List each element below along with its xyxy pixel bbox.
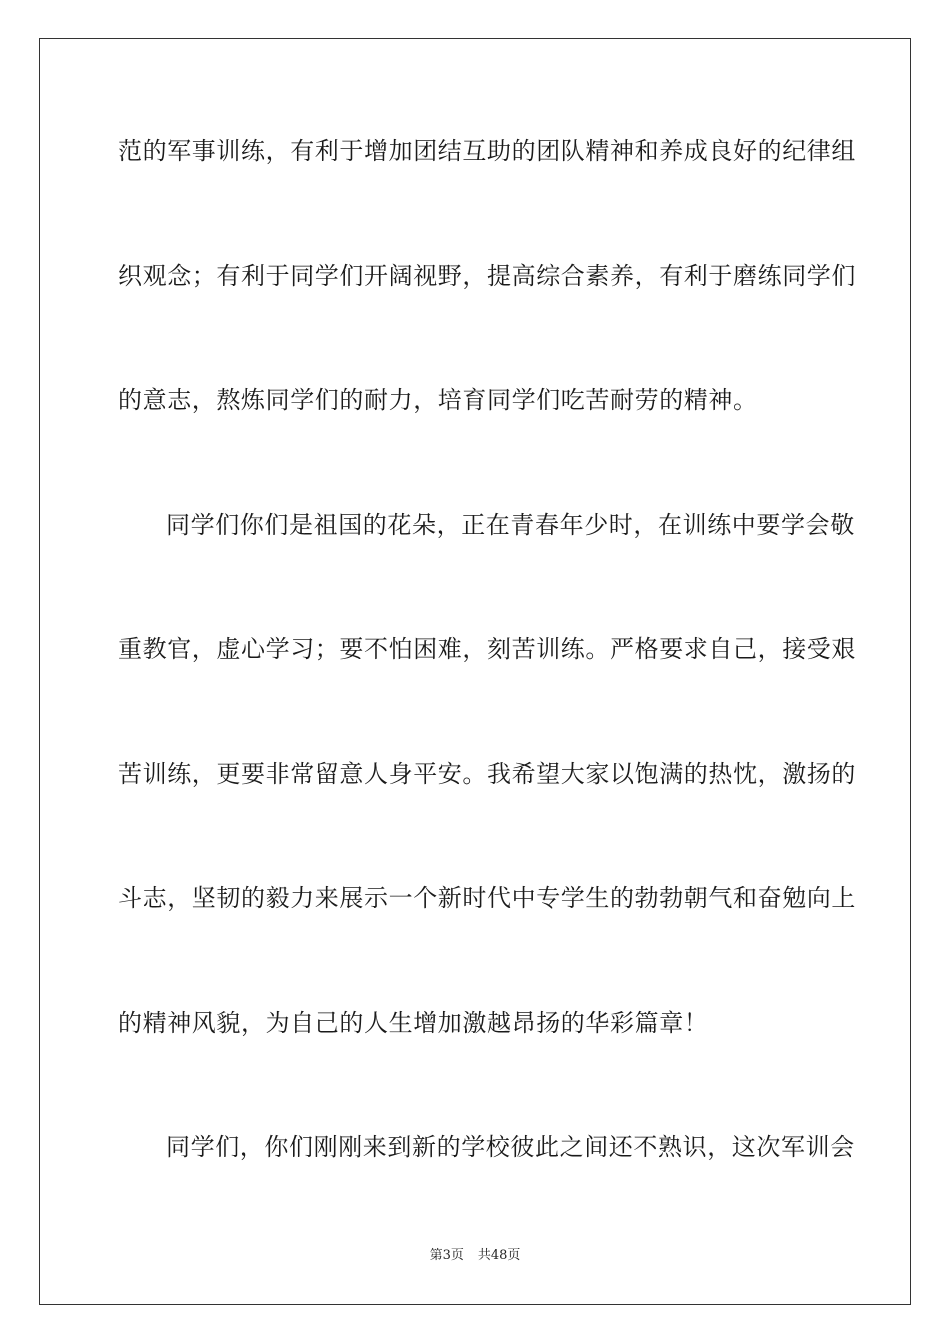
body-line: 苦训练，更要非常留意人身平安。我希望大家以饱满的热忱，激扬的: [118, 760, 856, 788]
page-total: 共48页: [477, 1248, 521, 1263]
body-line: 范的军事训练，有利于增加团结互助的团队精神和养成良好的纪律组: [118, 137, 856, 165]
body-line: 织观念；有利于同学们开阔视野，提高综合素养，有利于磨练同学们: [118, 262, 856, 290]
body-line: 的意志，熬炼同学们的耐力，培育同学们吃苦耐劳的精神。: [118, 386, 758, 414]
paragraph-start-line: 同学们你们是祖国的花朵，正在青春年少时，在训练中要学会敬: [166, 511, 855, 539]
body-line: 重教官，虚心学习；要不怕困难，刻苦训练。严格要求自己，接受艰: [118, 635, 856, 663]
page-number: 第3页: [429, 1248, 464, 1263]
page-border: [39, 38, 911, 1305]
page-footer: [0, 1247, 950, 1265]
body-line: 的精神风貌，为自己的人生增加激越昂扬的华彩篇章！: [118, 1009, 709, 1037]
body-line: 斗志，坚韧的毅力来展示一个新时代中专学生的勃勃朝气和奋勉向上: [118, 884, 856, 912]
paragraph-start-line: 同学们，你们刚刚来到新的学校彼此之间还不熟识，这次军训会: [166, 1133, 855, 1161]
